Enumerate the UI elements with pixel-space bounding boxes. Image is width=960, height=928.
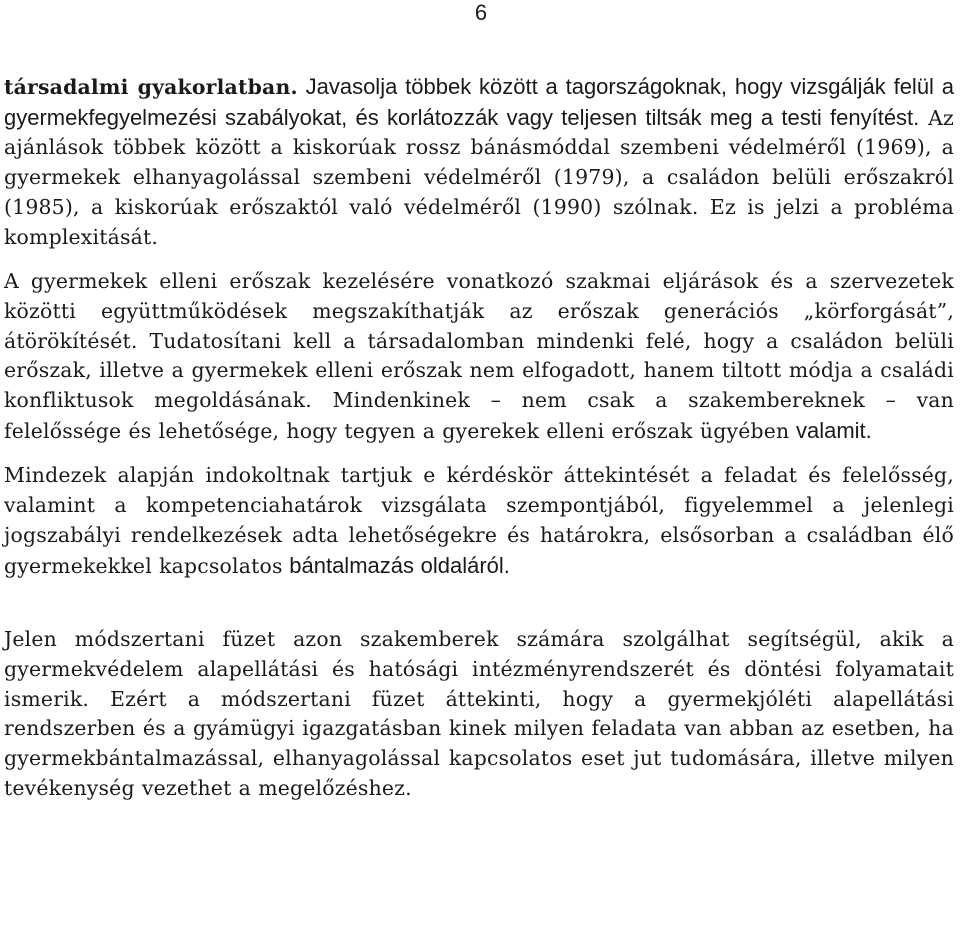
paragraph-4-text-b: Ezért a módszertani füzet áttekinti, hogy a gyermekjóléti alapellátási rendszerben és a gyámügyi igazgatásban kinek milyen feladata van abban az esetben, ha gyermekbántalmazással, elhanyagolással kapcsolatos eset jut tudomására, illetve milyen tevékenység vezethet a megelőzéshez. <box>4 686 954 800</box>
paragraph-1-lead-bold: társadalmi gyakorlatban. <box>4 75 298 99</box>
paragraph-3-text-b: bántalmazás oldaláról. <box>282 552 510 578</box>
paragraph-2-text-b: Tudatosítani kell a társadalomban mindenki felé, hogy a családon belüli erőszak, illetve a gyermekek elleni erőszak nem elfogadott, hanem tiltott módja a családi konfliktusok megoldásának. Mindenkinek – nem csak a szakembereknek – van felelőssége és lehetősége, hogy tegyen a gyerekek elleni erőszak ügyében <box>4 328 954 443</box>
page-number: 6 <box>474 0 488 25</box>
paragraph-2-text-a: A gyermekek elleni erőszak kezelésére vonatkozó szakmai eljárások és a szervezetek közötti együttműködések megszakíthatják az erőszak generációs „körforgását”, átörökítését. <box>4 269 954 353</box>
paragraph-2-text-c: valamit. <box>789 417 872 443</box>
paragraph-1 <box>4 72 954 252</box>
document-body <box>4 72 954 803</box>
paragraph-1-text-b: Az ajánlások többek között a kiskorúak rossz bánásmóddal szembeni védelméről (1969), a gyermekek elhanyagolással szembeni védelméről (1979), a családon belüli erőszakról (1985), a kiskorúak erőszaktól való védelméről (1990) szólnak. Ez is jelzi a probléma komplexitását. <box>4 105 954 249</box>
paragraph-4 <box>4 625 954 803</box>
paragraph-1-text-a: Javasolja többek között a tagországoknak, hogy vizsgálják felül a gyermekfegyelmezési szabályokat, és korlátozzák vagy teljesen tiltsák meg a testi fenyítést. <box>4 74 954 130</box>
paragraph-4-text-a: Jelen módszertani füzet azon szakemberek számára szolgálhat segítségül, akik a gyermekvédelem alapellátási és hatósági intézményrendszerét és döntési folyamatait ismerik. <box>4 627 954 711</box>
paragraph-3 <box>4 461 954 581</box>
paragraph-3-text-a: Mindezek alapján indokoltnak tartjuk e kérdéskör áttekintését a feladat és felelősség, valamint a kompetenciahatárok vizsgálata szempontjából, figyelemmel a jelenlegi jogszabályi rendelkezések adta lehetőségekre és határokra, elsősorban a családban élő gyermekekkel kapcsolatos <box>4 463 954 578</box>
paragraph-2 <box>4 267 954 446</box>
